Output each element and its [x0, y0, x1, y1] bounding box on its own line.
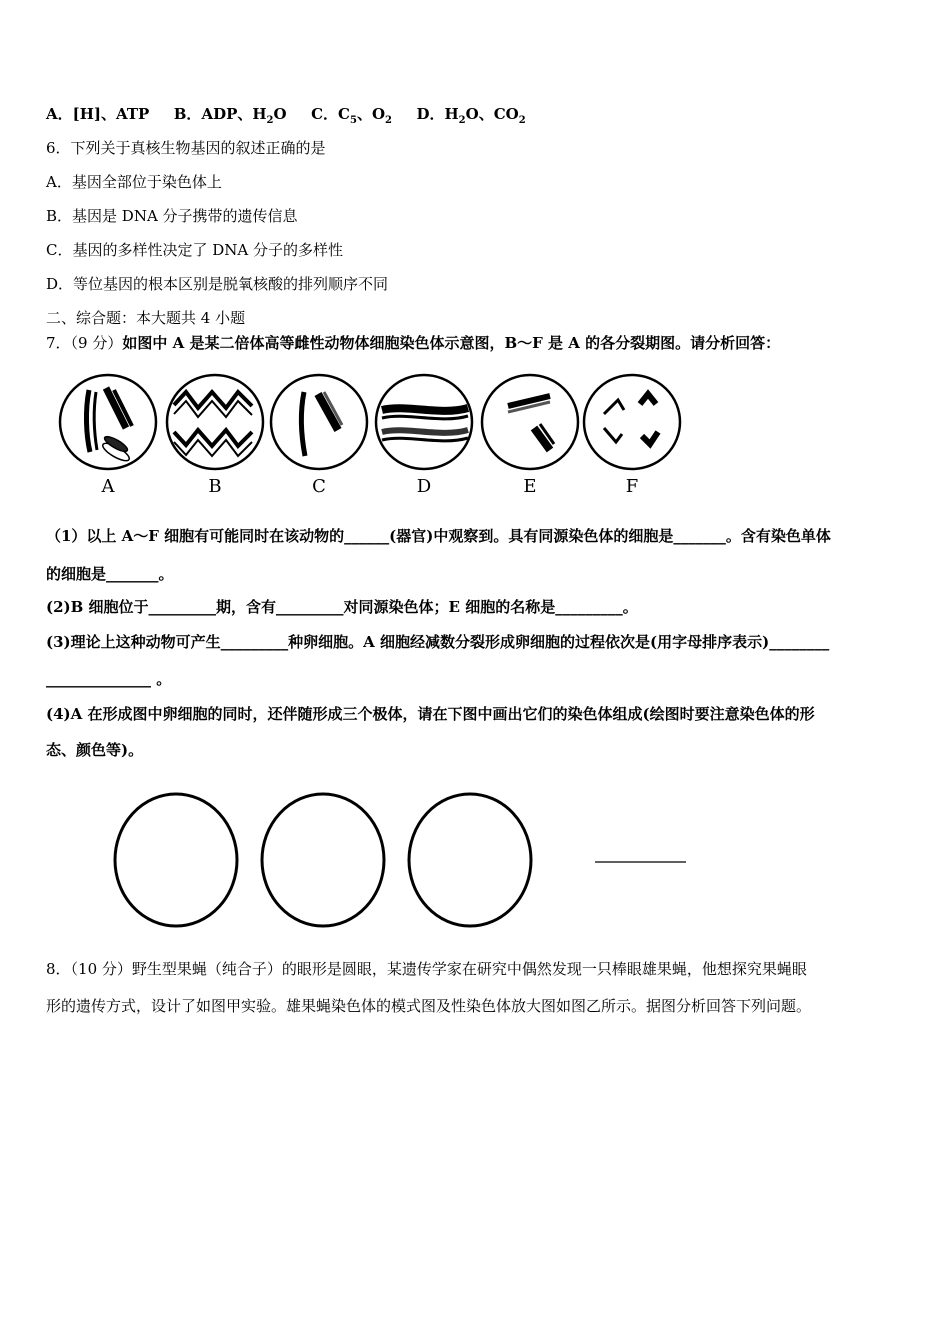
q7-part4-line2: 态、颜色等)。	[46, 741, 144, 759]
q5-option-d-text2: O、CO	[465, 105, 519, 123]
cell-label-b: B	[208, 476, 222, 497]
cell-division-figure	[56, 370, 696, 500]
q5-option-a-label: A．	[46, 105, 73, 123]
q5-option-d-sub2: 2	[518, 115, 526, 126]
q7-part3-line2: ______________ 。	[46, 670, 172, 688]
cell-a-chromosomes	[86, 388, 132, 464]
q8-line1: 8．（10 分）野生型果蝇（纯合子）的眼形是圆眼，某遗传学家在研究中偶然发现一只棒眼雄果蝇，他想探究果蝇眼	[46, 960, 807, 978]
q7-part1-line1: （1）以上 A～F 细胞有可能同时在该动物的______(器官)中观察到。具有同源染色体的细胞是_______。含有染色单体	[46, 527, 831, 545]
section-title: 二、综合题：本大题共 4 小题	[46, 309, 246, 327]
polar-body-circle-3	[409, 794, 531, 926]
cell-f-circle	[584, 375, 680, 469]
q5-option-b-sub: 2	[266, 115, 274, 126]
cell-label-c: C	[312, 476, 326, 497]
q5-option-c-text2: 、O	[356, 105, 386, 123]
q5-options	[46, 103, 526, 126]
q7-number: 7．（9 分）	[46, 334, 123, 352]
polar-body-circle-1	[115, 794, 237, 926]
q5-option-d-label: D．	[416, 105, 445, 123]
q7-stem-text: 如图中 A 是某二倍体高等雌性动物体细胞染色体示意图，B～F 是 A 的各分裂期图。请分析回答：	[122, 334, 781, 352]
q6-option-b: B．基因是 DNA 分子携带的遗传信息	[46, 207, 298, 225]
polar-body-drawing-area	[110, 788, 710, 938]
q7-part2: (2)B 细胞位于_________期，含有_________对同源染色体；E 细胞的名称是_________。	[46, 598, 638, 616]
cell-label-f: F	[625, 476, 639, 497]
cell-f-chromosomes	[604, 394, 658, 444]
q7-stem	[46, 332, 780, 353]
q6-stem: 6．下列关于真核生物基因的叙述正确的是	[46, 139, 326, 157]
cell-d-chromosomes	[382, 408, 468, 441]
q6-option-a: A．基因全部位于染色体上	[46, 173, 222, 191]
q5-option-c-sub1: 5	[349, 115, 357, 126]
q5-option-c-sub2: 2	[385, 115, 392, 126]
q5-option-d-text: H	[444, 105, 459, 123]
q5-option-b-text: ADP、H	[201, 105, 267, 123]
cell-c-chromosomes	[301, 392, 342, 456]
q5-option-c-text: C	[338, 105, 350, 123]
polar-body-circle-2	[262, 794, 384, 926]
q5-option-a-text: [H]、ATP	[72, 105, 150, 123]
q5-option-d-sub1: 2	[458, 115, 466, 126]
cell-label-d: D	[416, 476, 432, 497]
cell-b-chromosomes	[174, 392, 252, 456]
q5-option-c-label: C．	[311, 105, 339, 123]
q7-part1-line2: 的细胞是_______。	[46, 565, 174, 583]
cell-e-chromosomes	[508, 396, 554, 450]
q7-part4-line1: (4)A 在形成图中卵细胞的同时，还伴随形成三个极体，请在下图中画出它们的染色体组成(绘图时要注意染色体的形	[46, 705, 815, 723]
q7-part3-line1: (3)理论上这种动物可产生_________种卵细胞。A 细胞经减数分裂形成卵细胞的过程依次是(用字母排序表示)________	[46, 633, 830, 651]
cell-c-circle	[271, 375, 367, 469]
cell-label-a: A	[101, 476, 115, 497]
cell-e-circle	[482, 375, 578, 469]
q6-option-d: D．等位基因的根本区别是脱氧核酸的排列顺序不同	[46, 275, 389, 293]
q6-option-c: C．基因的多样性决定了 DNA 分子的多样性	[46, 241, 343, 259]
q8-line2: 形的遗传方式，设计了如图甲实验。雄果蝇染色体的模式图及性染色体放大图如图乙所示。据图分析回答下列问题。	[46, 997, 812, 1015]
cell-b-circle	[167, 375, 263, 469]
q5-option-b-text2: O	[273, 105, 287, 123]
q5-option-b-label: B．	[173, 105, 202, 123]
cell-label-e: E	[523, 476, 537, 497]
cell-d-circle	[376, 375, 472, 469]
